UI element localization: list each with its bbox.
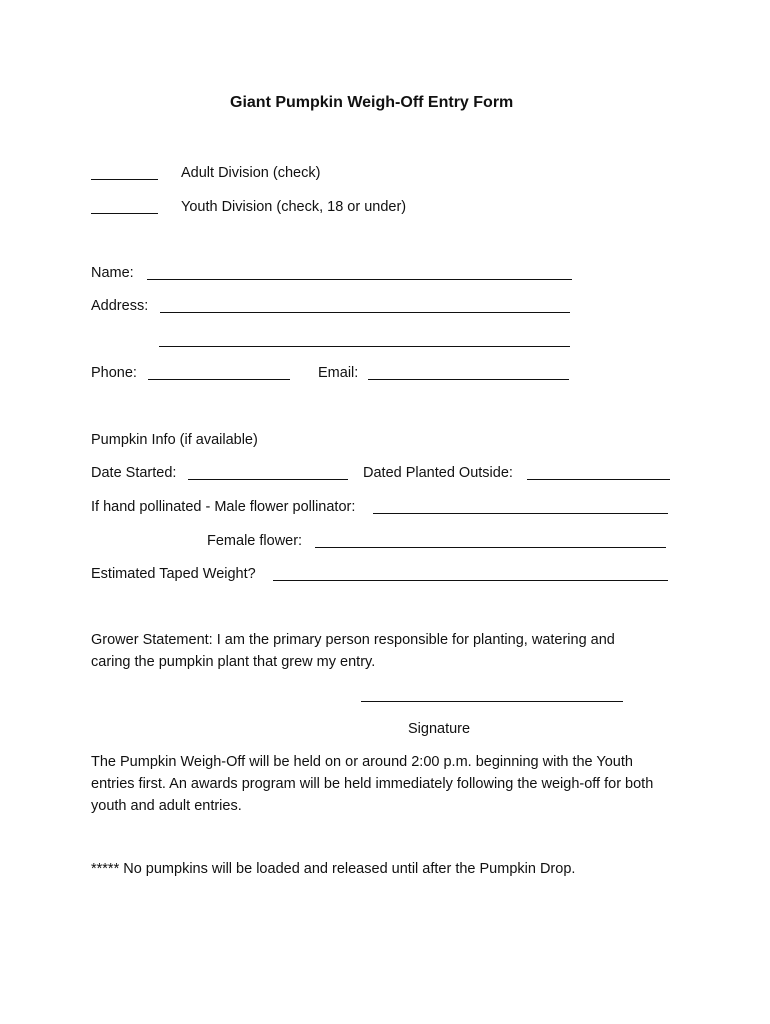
female-flower-label: Female flower: [207, 533, 303, 549]
name-field[interactable] [147, 279, 572, 280]
date-started-label: Date Started: [91, 465, 177, 481]
event-info-paragraph: The Pumpkin Weigh-Off will be held on or around 2:00 p.m. beginning with the Youth entries first. An awards program will be held immediately following the weigh-off for both youth and adult entries. [91, 754, 654, 814]
date-planted-label: Dated Planted Outside: [363, 465, 513, 481]
address-field-line-2[interactable] [159, 346, 570, 347]
name-label: Name: [91, 265, 134, 281]
male-pollinator-label: If hand pollinated - Male flower pollinator: [91, 499, 356, 515]
email-field[interactable] [368, 379, 569, 380]
estimated-weight-label: Estimated Taped Weight? [91, 566, 256, 582]
male-pollinator-field[interactable] [373, 513, 668, 514]
signature-label: Signature [408, 721, 471, 737]
drop-notice: ***** No pumpkins will be loaded and released until after the Pumpkin Drop. [91, 861, 576, 877]
adult-division-check-blank[interactable] [91, 179, 158, 180]
female-flower-field[interactable] [315, 547, 666, 548]
date-planted-field[interactable] [527, 479, 670, 480]
estimated-weight-field[interactable] [273, 580, 668, 581]
address-label: Address: [91, 298, 149, 314]
youth-division-label: Youth Division (check, 18 or under) [181, 199, 407, 215]
phone-label: Phone: [91, 365, 137, 381]
adult-division-label: Adult Division (check) [181, 165, 321, 181]
email-label: Email: [318, 365, 359, 381]
pumpkin-info-heading: Pumpkin Info (if available) [91, 432, 258, 448]
grower-statement: Grower Statement: I am the primary person responsible for planting, watering and caring the pumpkin plant that grew my entry. [91, 632, 615, 670]
address-field-line-1[interactable] [160, 312, 570, 313]
date-started-field[interactable] [188, 479, 348, 480]
signature-field[interactable] [361, 701, 623, 702]
phone-field[interactable] [148, 379, 290, 380]
youth-division-check-blank[interactable] [91, 213, 158, 214]
form-title: Giant Pumpkin Weigh-Off Entry Form [230, 94, 514, 111]
